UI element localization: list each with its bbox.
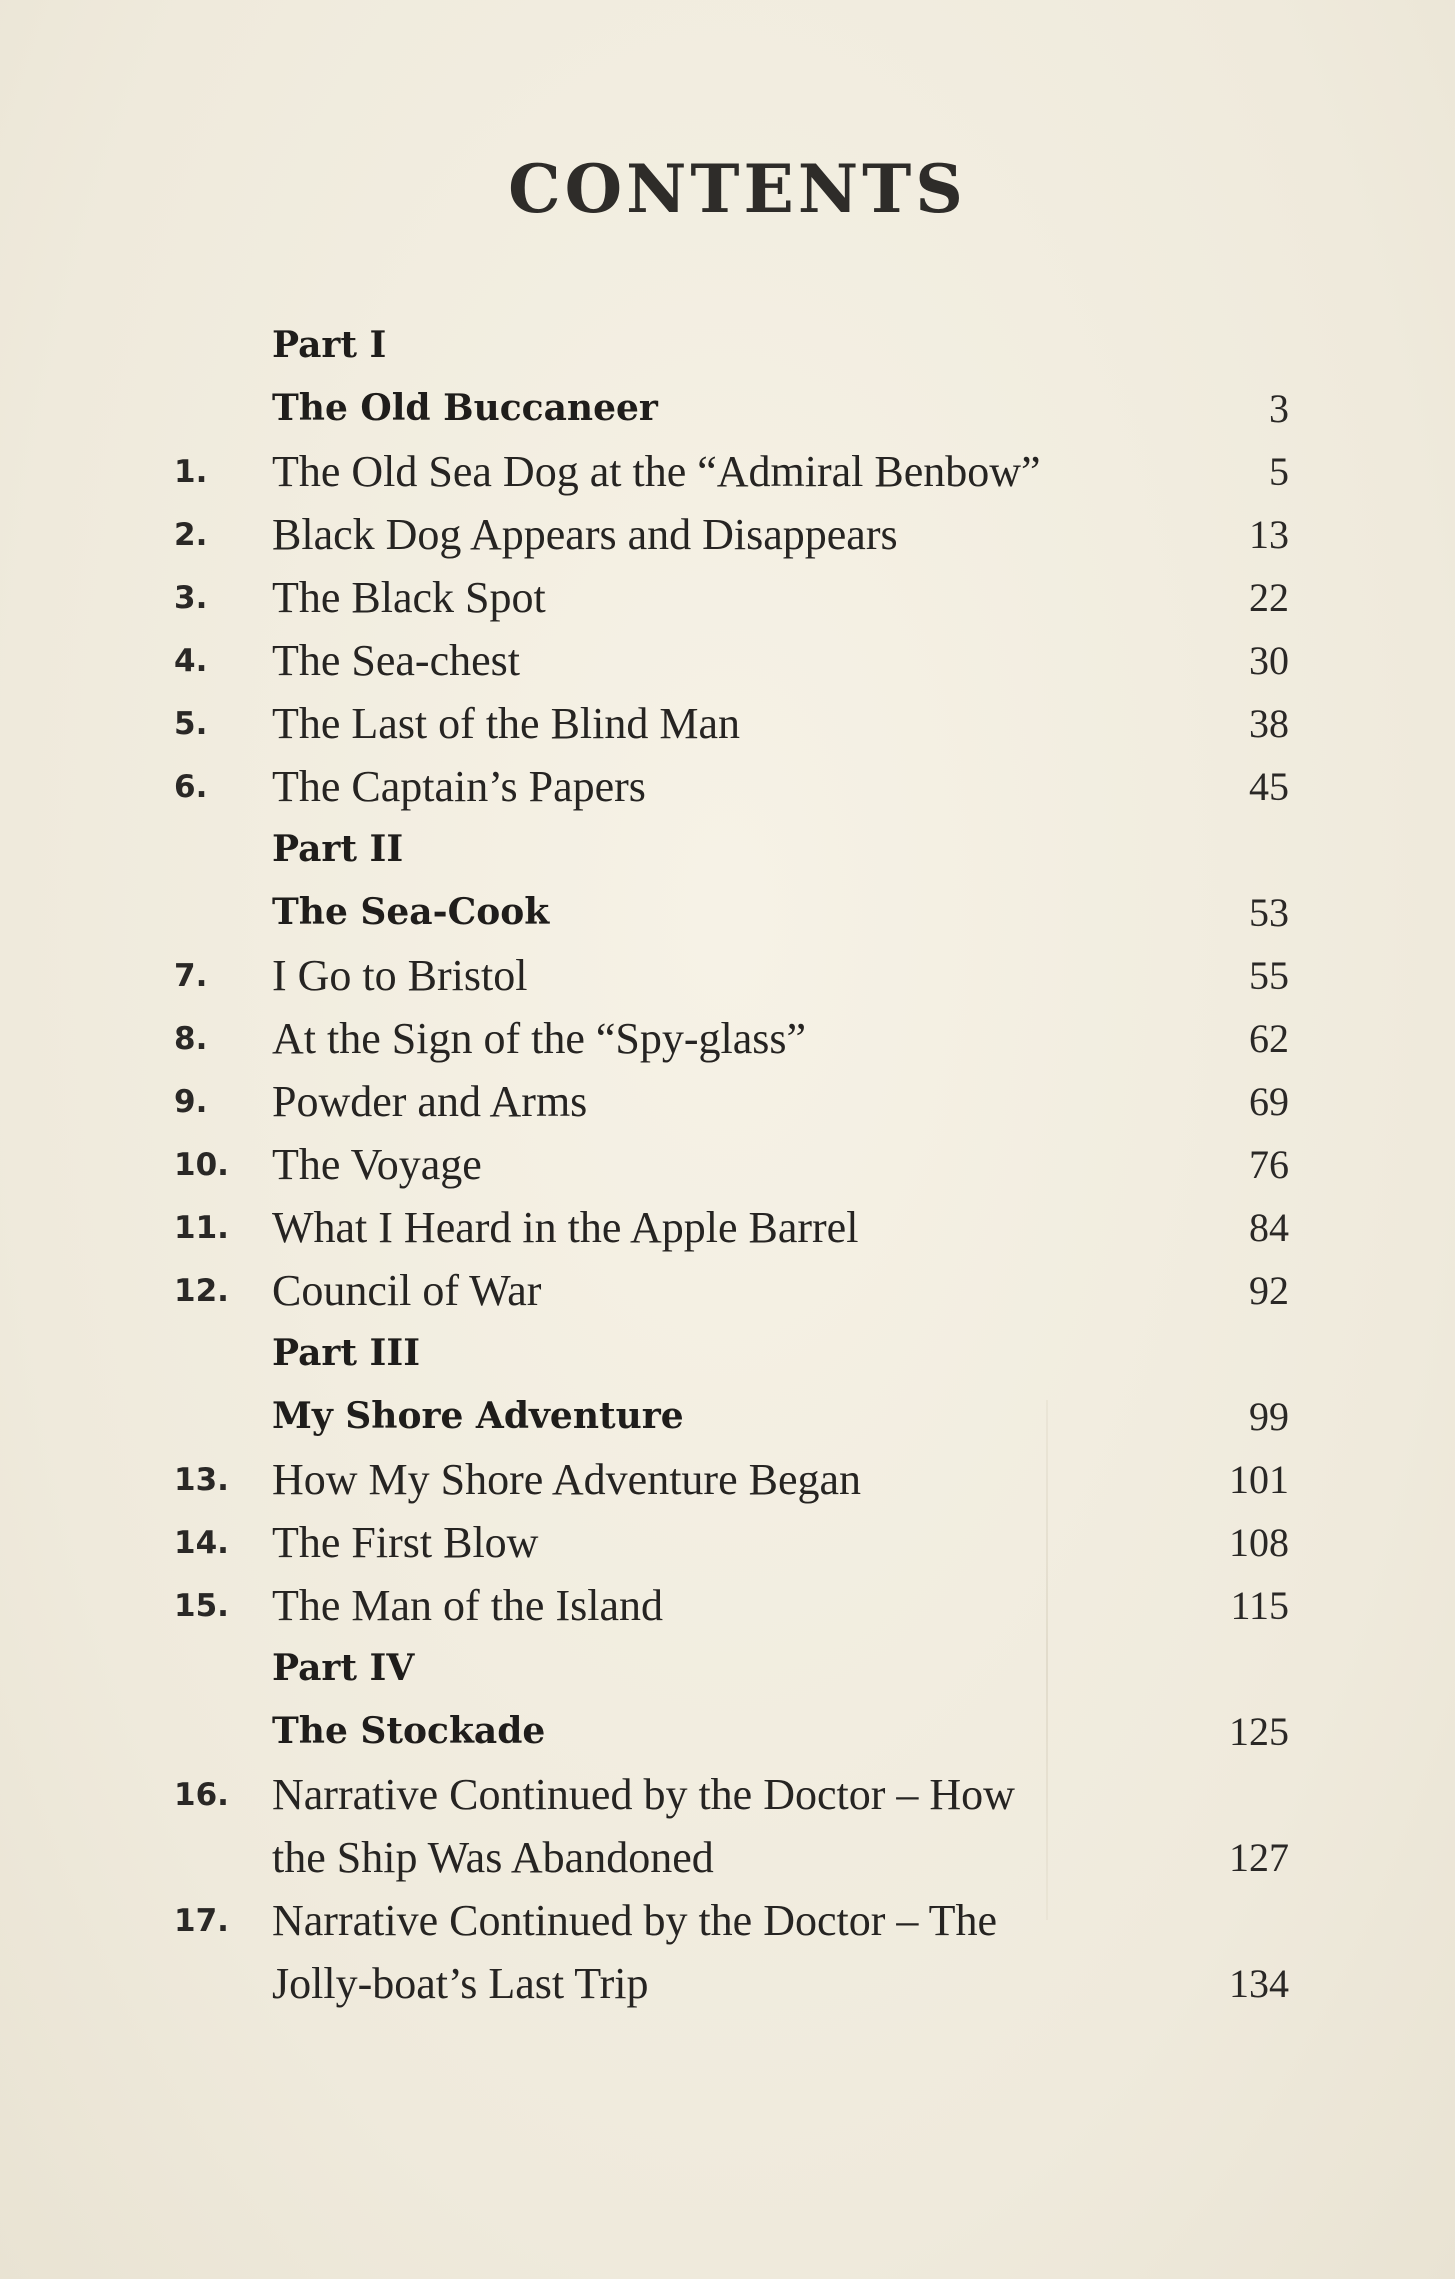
chapter-title: The Captain’s Papers xyxy=(272,762,646,811)
part-title: The Sea-Cook xyxy=(272,891,550,933)
toc-part-heading xyxy=(0,314,1455,377)
part-label: Part II xyxy=(272,828,404,870)
toc-chapter xyxy=(0,440,1455,503)
chapter-number: 12. xyxy=(174,1273,229,1309)
page-number: 134 xyxy=(1229,1961,1289,2006)
part-title: My Shore Adventure xyxy=(272,1395,684,1437)
toc-part-heading xyxy=(0,818,1455,881)
chapter-number: 13. xyxy=(174,1462,229,1498)
chapter-number: 17. xyxy=(174,1903,229,1939)
page-number: 62 xyxy=(1249,1016,1289,1061)
toc-chapter xyxy=(0,1259,1455,1322)
chapter-number: 15. xyxy=(174,1588,229,1624)
page-number: 5 xyxy=(1269,449,1289,494)
toc-chapter xyxy=(0,566,1455,629)
chapter-number: 6. xyxy=(174,769,208,805)
chapter-title: The First Blow xyxy=(272,1518,539,1567)
toc-part-title xyxy=(0,881,1455,944)
page-number: 45 xyxy=(1249,764,1289,809)
page-number: 38 xyxy=(1249,701,1289,746)
page-number: 99 xyxy=(1249,1394,1289,1439)
chapter-title: At the Sign of the “Spy-glass” xyxy=(272,1014,807,1063)
chapter-number: 7. xyxy=(174,958,208,994)
chapter-title: The Voyage xyxy=(272,1140,482,1189)
chapter-title: The Last of the Blind Man xyxy=(272,699,741,748)
toc-part-heading xyxy=(0,1637,1455,1700)
toc-chapter xyxy=(0,1448,1455,1511)
chapter-title: What I Heard in the Apple Barrel xyxy=(272,1203,859,1252)
chapter-number: 10. xyxy=(174,1147,229,1183)
chapter-number: 11. xyxy=(174,1210,229,1246)
toc-chapter xyxy=(0,1070,1455,1133)
part-label: Part III xyxy=(272,1332,421,1374)
page-title: CONTENTS xyxy=(508,150,967,228)
page-number: 13 xyxy=(1249,512,1289,557)
toc-chapter xyxy=(0,1574,1455,1637)
part-title: The Stockade xyxy=(272,1710,546,1752)
chapter-title: Council of War xyxy=(272,1266,542,1315)
toc-chapter xyxy=(0,944,1455,1007)
chapter-number: 16. xyxy=(174,1777,229,1813)
page-number: 84 xyxy=(1249,1205,1289,1250)
chapter-number: 1. xyxy=(174,454,208,490)
chapter-title: Narrative Continued by the Doctor – How the Ship Was Abandoned xyxy=(272,1770,1015,1882)
chapter-number: 9. xyxy=(174,1084,208,1120)
part-title: The Old Buccaneer xyxy=(272,387,658,429)
chapter-number: 2. xyxy=(174,517,208,553)
chapter-title: Narrative Continued by the Doctor – The Jolly-boat’s Last Trip xyxy=(272,1896,997,2008)
page-number: 92 xyxy=(1249,1268,1289,1313)
toc-part-title xyxy=(0,1700,1455,1763)
page-number: 3 xyxy=(1269,386,1289,431)
toc-chapter xyxy=(0,1196,1455,1259)
page-number: 108 xyxy=(1229,1520,1289,1565)
chapter-number: 14. xyxy=(174,1525,229,1561)
chapter-number: 8. xyxy=(174,1021,208,1057)
toc-chapter xyxy=(0,1889,1455,2015)
part-label: Part I xyxy=(272,324,387,366)
toc-chapter xyxy=(0,629,1455,692)
toc-part-title xyxy=(0,1385,1455,1448)
toc-chapter xyxy=(0,755,1455,818)
chapter-number: 4. xyxy=(174,643,208,679)
toc-part-heading xyxy=(0,1322,1455,1385)
page-number: 76 xyxy=(1249,1142,1289,1187)
toc-chapter xyxy=(0,1133,1455,1196)
page-crease xyxy=(1046,1400,1048,1920)
page-number: 127 xyxy=(1229,1835,1289,1880)
chapter-title: The Black Spot xyxy=(272,573,546,622)
chapter-title: How My Shore Adventure Began xyxy=(272,1455,862,1504)
toc-chapter xyxy=(0,1511,1455,1574)
part-label: Part IV xyxy=(272,1647,415,1689)
page-number: 30 xyxy=(1249,638,1289,683)
page-number: 69 xyxy=(1249,1079,1289,1124)
toc-chapter xyxy=(0,503,1455,566)
page-number: 125 xyxy=(1229,1709,1289,1754)
chapter-number: 3. xyxy=(174,580,208,616)
toc-part-title xyxy=(0,377,1455,440)
chapter-title: Powder and Arms xyxy=(272,1077,588,1126)
page-number: 53 xyxy=(1249,890,1289,935)
chapter-title: The Man of the Island xyxy=(272,1581,663,1630)
chapter-title: Black Dog Appears and Disappears xyxy=(272,510,898,559)
page-number: 55 xyxy=(1249,953,1289,998)
toc-chapter xyxy=(0,1007,1455,1070)
chapter-title: I Go to Bristol xyxy=(272,951,528,1000)
chapter-title: The Sea-chest xyxy=(272,636,520,685)
toc-chapter xyxy=(0,692,1455,755)
table-of-contents xyxy=(0,314,1455,2015)
page-number: 22 xyxy=(1249,575,1289,620)
toc-chapter xyxy=(0,1763,1455,1889)
chapter-title: The Old Sea Dog at the “Admiral Benbow” xyxy=(272,447,1041,496)
page-number: 115 xyxy=(1230,1583,1289,1628)
page-number: 101 xyxy=(1229,1457,1289,1502)
chapter-number: 5. xyxy=(174,706,208,742)
